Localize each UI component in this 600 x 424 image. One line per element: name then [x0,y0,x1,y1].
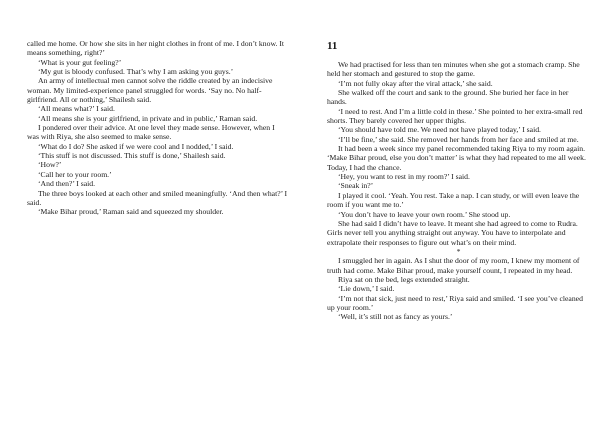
paragraph: ‘Well, it’s still not as fancy as yours.’ [338,312,453,322]
paragraph: I played it cool. ‘Yeah. You rest. Take a nap. I can study, or will even leave the room if you want me to.’ [327,190,580,210]
paragraph: An army of intellectual men cannot solve the riddle created by an indecisive woman. My limited-experience panel struggled for words. ‘Say no. No half-girlfriend. All or nothing,’ Shailesh said. [27,76,273,105]
paragraph: I pondered over their advice. At one level they made sense. However, when I was with Riya, she also seemed to make sense. [27,123,275,142]
paragraph: ‘This stuff is not discussed. This stuff is done,’ Shailesh said. [38,151,226,161]
chapter-number: 11 [327,40,338,52]
paragraph: I smuggled her in again. As I shut the door of my room, I knew my moment of truth had come. Make Bihar proud, make yourself count, I repeated in my head. [327,256,580,275]
paragraph: Riya sat on the bed, legs extended straight. [338,274,470,284]
right-page [300,0,600,424]
paragraph: ‘My gut is bloody confused. That’s why I am asking you guys.’ [38,67,234,77]
left-page-text [27,39,288,217]
paragraph: ‘And then?’ I said. [38,179,96,189]
paragraph: ‘Hey, you want to rest in my room?’ I said. [338,172,470,182]
paragraph: ‘Sneak in?’ [338,181,374,191]
paragraph: ‘I’ll be fine,’ she said. She removed her hands from her face and smiled at me. [338,134,579,144]
paragraph: ‘All means she is your girlfriend, in private and in public,’ Raman said. [38,113,258,123]
paragraph: ‘You don’t have to leave your own room.’ She stood up. [338,209,511,219]
paragraph: ‘Make Bihar proud,’ Raman said and squeezed my shoulder. [38,207,224,217]
paragraph: ‘All means what?’ I said. [38,104,115,114]
paragraph: ‘You should have told me. We need not have played today,’ I said. [338,125,541,135]
section-break: * [456,246,461,256]
paragraph: ‘I’m not fully okay after the viral attack,’ she said. [338,78,493,88]
paragraph: She walked off the court and sank to the ground. She buried her face in her hands. [327,88,569,107]
paragraph: The three boys looked at each other and smiled meaningfully. ‘And then what?’ I said. [27,188,288,207]
paragraph: ‘Call her to your room.’ [38,169,112,179]
paragraph: ‘What is your gut feeling?’ [38,57,122,67]
paragraph: ‘What do I do? She asked if we were cool and I nodded,’ I said. [38,141,234,151]
paragraph: We had practised for less than ten minutes when she got a stomach cramp. She held her stomach and gestured to stop the game. [327,60,580,79]
paragraph: ‘I’m not that sick, just need to rest,’ Riya said and smiled. ‘I see you’ve cleaned up your room.’ [327,293,583,312]
right-page-text [327,42,590,322]
paragraph: She had said I didn’t have to leave. It meant she had agreed to come to Rudra. Girls never tell you anything straight out anyway. You have to interpolate and extrapolate their responses to figure out what’s on their mind. [327,218,578,247]
paragraph: It had been a week since my panel recommended taking Riya to my room again. ‘Make Bihar proud, else you don’t matter’ is what they had repeated to me all week. Today, I had the chance. [327,144,586,172]
paragraph: ‘Lie down,’ I said. [338,284,395,294]
paragraph: ‘I need to rest. And I’m a little cold in these.’ She pointed to her extra-small red shorts. They barely covered her upper thighs. [327,106,583,126]
paragraph: ‘How?’ [38,160,62,170]
paragraph: called me home. Or how she sits in her night clothes in front of me. I don’t know. It means something, right?’ [27,39,285,58]
